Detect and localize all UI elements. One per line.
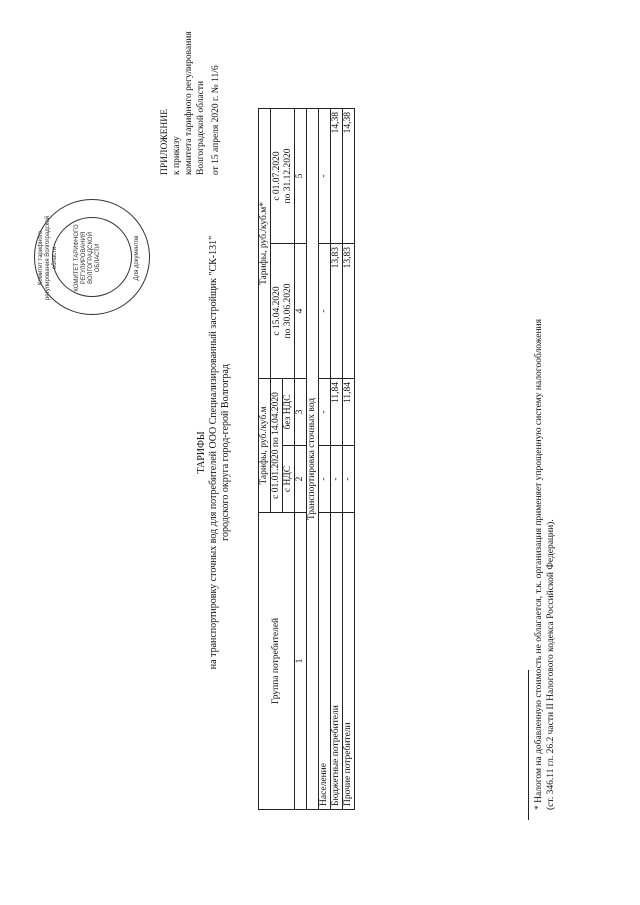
col-number: 4 — [295, 244, 307, 379]
table-row — [319, 109, 331, 810]
title-line2: городского округа город-герой Волгоград — [220, 364, 231, 541]
title-line1: на транспортировку сточных вод для потребителей ООО Специализированный застройщик "СК-131" — [208, 235, 219, 670]
col-group-header: Группа потребителей — [259, 513, 295, 810]
value-cell: - — [319, 244, 331, 379]
table-row — [343, 109, 355, 810]
value-cell: - — [319, 379, 331, 446]
value-cell: - — [331, 446, 343, 513]
table-row — [331, 109, 343, 810]
appendix-line3: Волгоградской области — [196, 80, 206, 175]
title-main: ТАРИФЫ — [196, 431, 207, 474]
footnote-line1: * Налогом на добавленную стоимость не облагается, т.к. организация применяет упрощенную систему налогообложения — [534, 318, 544, 810]
col-number: 1 — [295, 513, 307, 810]
appendix-line4: от 15 апреля 2020 г. № 11/6 — [211, 65, 221, 175]
value-cell: 11,84 — [331, 379, 343, 446]
period-right-line1: с 01.07.2020 — [271, 151, 282, 201]
appendix-line1: к приказу — [172, 136, 182, 175]
group-cell: Прочие потребители — [343, 513, 355, 810]
group-cell: Население — [319, 513, 331, 810]
period-right-header — [271, 109, 295, 244]
period-mid-header — [271, 244, 295, 379]
value-cell: 11,84 — [343, 379, 355, 446]
stamp-bottom-text: Для документов — [134, 235, 140, 281]
stamp-center-text: КОМИТЕТ ТАРИФНОГО РЕГУЛИРОВАНИЯ ВОЛГОГРАДСКОЙ ОБЛАСТИ — [74, 224, 101, 292]
tariff-table — [258, 108, 355, 810]
appendix-label: ПРИЛОЖЕНИЕ — [160, 109, 170, 175]
value-cell: - — [343, 446, 355, 513]
footnote-line2: (ст. 346.11 гл. 26.2 части II Налогового кодекса Российской Федерации). — [546, 519, 556, 810]
col-number: 5 — [295, 109, 307, 244]
period-left-header: с 01.01.2020 по 14.04.2020 — [271, 379, 283, 513]
group-cell: Бюджетные потребители — [331, 513, 343, 810]
appendix-line2: комитета тарифного регулирования — [184, 31, 194, 175]
period-mid-line2: по 30.06.2020 — [282, 283, 293, 339]
value-cell: 14,38 — [331, 109, 343, 244]
value-cell: - — [319, 109, 331, 244]
footnote-divider — [528, 670, 529, 820]
value-cell: - — [319, 446, 331, 513]
col-number: 2 — [295, 446, 307, 513]
value-cell: 13,83 — [331, 244, 343, 379]
col-number: 3 — [295, 379, 307, 446]
stamp-ring-text: Комитет тарифного регулирования Волгоградской области — [38, 215, 58, 301]
with-vat-header: с НДС — [283, 446, 295, 513]
period-right-line2: по 31.12.2020 — [282, 148, 293, 204]
value-cell: 14,38 — [343, 109, 355, 244]
value-cell: 13,83 — [343, 244, 355, 379]
tariffs-right-header: Тарифы, руб./куб.м* — [259, 109, 271, 379]
period-mid-line1: с 15.04.2020 — [271, 286, 282, 336]
tariffs-left-header: Тарифы, руб./куб.м — [259, 379, 271, 513]
section-header: Транспортировка сточных вод — [307, 109, 319, 810]
without-vat-header: без НДС — [283, 379, 295, 446]
